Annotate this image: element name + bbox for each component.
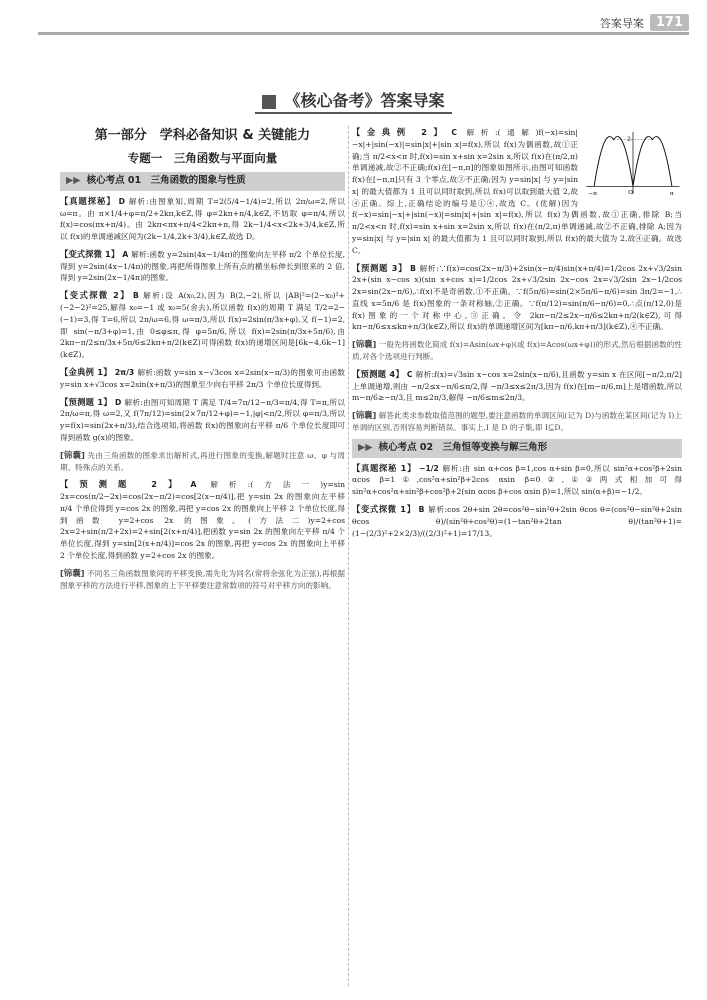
banner-rule	[255, 112, 452, 114]
block-text: 解析:∵f(x)=cos(2x−π/3)+2sin(x−π/4)sin(x+π/4)=1/2cos 2x+√3/2sin 2x+(sin x−cos x)(sin x+cos x)=1/2cos 2x+√3/2sin 2x−cos 2x=√3/2sin 2x−1/2cos 2x=sin(2x−π/6),∴f(x)不是奇函数,①不正确。∵f(5π/6)=sin(2×5π/6−π/6)=sin 3π/2=−1,∴直线 x=5π/6 是 f(x)图象的一条对称轴,②正确。∵f(π/12)=sin(π/6−π/6)=0,∴点(π/12,0)是 f(x)图象的一个对称中心,③正确。令 2kπ−π/2≤2x−π/6≤2kπ+π/2(k∈Z),可得 kπ−π/6≤x≤kπ+π/3(k∈Z),所以 f(x)的单调递增区间为[kπ−π/6,kπ+π/3](k∈Z),④不正确。	[352, 263, 682, 332]
block-text: 解析:由图可知周期 T 满足 T/4=7π/12−π/3=π/4,得 T=π,所以 2π/ω=π,得 ω=2,又 f(7π/12)=sin(2×7π/12+φ)=−1,|φ|<π/2,所以 φ=π/3,所以 y=f(x)=sin(2x+π/3),结合选项知,将函数 f(x)的图象向右平移 π/6 个单位长度即可得到函数 g(x)的图象。	[60, 397, 345, 442]
block-text: 不同名三角函数图象间的平移变换,需先化为同名(常将余弦化为正弦),再根据图象平移的方法进行平移,图象的上下平移要注意常数项的符号对平移方向的影响。	[60, 568, 345, 590]
block-label: 【预测题 2】	[60, 479, 188, 490]
topic-title: 专题一 三角函数与平面向量	[127, 151, 278, 166]
function-graph	[584, 128, 682, 198]
answer-block	[60, 289, 345, 361]
block-text: 解析:由图象知,周期 T=2(5/4−1/4)=2,所以 2π/ω=2,所以 ω=π。由 π×1/4+φ=π/2+2kπ,k∈Z,得 φ=2kπ+π/4,k∈Z,不妨取 φ=π/4,所以 f(x)=cos(πx+π/4)。由 2kπ<πx+π/4<2kπ+π,得 2k−1/4<x<2k+3/4,k∈Z,所以 f(x)的单调递减区间为(2k−1/4,2k+3/4),k∈Z,故选 D。	[60, 196, 345, 242]
block-label: 【真题探秘 1】	[352, 462, 417, 473]
left-column	[60, 126, 345, 986]
tip-block	[352, 338, 682, 363]
block-label: 【金典例 1】	[60, 366, 112, 377]
part-title: 第一部分 学科必备知识 & 关键能力	[94, 128, 311, 143]
answer-block	[352, 262, 682, 334]
answer-choice: B	[132, 291, 139, 301]
answer-choice: A	[122, 249, 129, 259]
block-text: 解析:(通解)f(−x)=sin|−x|+|sin(−x)|=sin|x|+|sin x|=f(x),所以 f(x)为偶函数,故①正确;当 π/2<x<π 时,f(x)=sin x+sin x=2sin x,所以 f(x)在(π/2,π)单调递减,故②不正确;f(x)在[−π,π]的图象如图所示,由图可知函数 f(x)在[−π,π]只有 3 个零点,故③不正确;因为 y=sin|x| 与 y=|sin x| 的最大值都为 1 且可以同时取到,所以 f(x)可以取到最大值 2,故④正确。综上,正确结论的编号是①④,故选 C。(优解)因为 f(−x)=sin|−x|+|sin(−x)|=sin|x|+|sin x|=f(x),所以 f(x)为偶函数,故①正确,排除 B;当 π/2<x<π 时,f(x)=sin x+sin x=2sin x,所以 f(x)在(π/2,π)单调递减,故②不正确,排除 A;因为 y=sin|x| 与 y=|sin x| 的最大值都为 1 且可以同时取到,所以 f(x)的最大值为 2,故④正确。故选 C。	[352, 128, 682, 255]
block-text: 一般先将函数化简成 f(x)=Asin(ωx+φ)(或 f(x)=Acos(ωx+φ))的形式,然后根据函数的性质,对各个选项进行判断。	[352, 340, 682, 362]
header-rule	[38, 32, 689, 35]
block-label: 【预测题 3】	[352, 262, 408, 273]
block-label: [锦囊]	[352, 410, 377, 421]
running-header	[600, 14, 689, 31]
answer-block	[60, 478, 345, 561]
origin-label: O	[628, 190, 633, 197]
x-pos-label: π	[669, 191, 674, 198]
key-point-1-title: 核心考点 01 三角函数的图象与性质	[86, 174, 246, 186]
block-text: 先由三角函数的图象求出解析式,再进行图象的变换,解题时注意 ω、φ 与周期、特殊点的关系。	[60, 450, 345, 472]
block-text: 解析:设 A(x₀,2),因为 B(2,−2),所以 |AB|²=(2−x₀)²+(−2−2)²=25,解得 x₀=−1 或 x₀=5(舍去),所以函数 f(x)的周期 T 满足 T/2=2−(−1)=3,得 T=6,所以 2π/ω=6,得 ω=π/3,所以 f(x)=2sin(π/3x+φ),又 f(−1)=2,即 sin(−π/3+φ)=1,由 0≤φ≤π,得 φ=5π/6,所以 f(x)=2sin(π/3x+5π/6),由 2kπ−π/2≤π/3x+5π/6≤2kπ+π/2(k∈Z)可得函数 f(x)的递增区间是[6k−4,6k−1](k∈Z)。	[60, 291, 345, 360]
page-number: 171	[650, 14, 689, 31]
block-text: 解答此类求参数取值范围的题型,要注意函数的单调区间(记为 D)与函数在某区间(记为 I)上单调的区别,否则容易判断错误。事实上,I 是 D 的子集,即 I⊆D。	[352, 411, 682, 433]
block-label: 【真题探秘】	[60, 195, 116, 206]
answer-choice: 2π/3	[114, 367, 135, 377]
answer-block	[60, 396, 345, 444]
arrow-icon: ▶▶	[66, 174, 81, 186]
block-label: 【预测题 1】	[60, 396, 112, 407]
block-label: 【变式探微 2】	[60, 290, 130, 301]
right-column	[352, 126, 682, 986]
answer-block	[60, 366, 345, 391]
arrow-icon: ▶▶	[358, 441, 373, 453]
x-neg-label: −π	[588, 191, 597, 198]
answer-block	[60, 195, 345, 243]
answer-block	[60, 248, 345, 284]
answer-choice: C	[406, 369, 413, 379]
answer-choice: −1/2	[419, 463, 439, 473]
block-text: 解析:函数 y=sin x−√3cos x=2sin(x−π/3)的图象可由函数 y=sin x+√3cos x=2sin(x+π/3)的图象至少向右平移 2π/3 个单位长度得到。	[60, 367, 345, 389]
answer-block	[352, 503, 682, 539]
block-text: 解析:cos 2θ+sin 2θ=cos²θ−sin²θ+2sin θcos θ=(cos²θ−sin²θ+2sin θcos θ)/(sin²θ+cos²θ)=(1−tan²θ+2tan θ)/(tan²θ+1)=(1−(2/3)²+2×2/3)/((2/3)²+1)=17/13。	[352, 504, 682, 538]
tip-block	[352, 409, 682, 434]
section-label: 答案导案	[599, 16, 644, 30]
answer-choice: C	[451, 128, 457, 137]
book-icon	[262, 95, 276, 109]
answer-block	[352, 462, 682, 498]
block-label: [锦囊]	[352, 339, 377, 350]
block-label: 【变式探微 1】	[60, 248, 120, 259]
key-point-2-title: 核心考点 02 三角恒等变换与解三角形	[378, 441, 548, 453]
answer-choice: A	[190, 480, 197, 490]
page-banner	[0, 88, 707, 111]
block-label: 【金典例 2】	[352, 127, 449, 137]
key-point-1-bar	[60, 172, 345, 191]
block-label: [锦囊]	[60, 567, 85, 578]
answer-block	[352, 368, 682, 404]
block-text: 解析:函数 y=2sin(4x−1/4π)的图象向左平移 π/2 个单位长度,得到 y=2sin(4x−1/4π)的图象,再把所得图象上所有点的横坐标伸长到原来的 2 倍,得到 y=2sin(2x−1/4π)的图象。	[60, 249, 345, 283]
block-text: 解析:f(x)=√3sin x−cos x=2sin(x−π/6),且函数 y=sin x 在区间[−π/2,π/2]上单调递增,则由 −π/2≤x−π/6≤π/2,得 −π/3≤x≤2π/3,因为 f(x)在[m−π/6,m]上是增函数,所以 m−π/6≥−π/3,且 m≤2π/3,解得 −π/6≤m≤2π/3。	[352, 369, 682, 403]
banner-title: 《核心备考》答案导案	[284, 91, 445, 110]
tip-block	[60, 449, 345, 474]
answer-choice: B	[418, 504, 425, 514]
answer-choice: D	[118, 196, 125, 206]
block-label: 【变式探微 1】	[352, 503, 416, 514]
block-label: [锦囊]	[60, 449, 85, 460]
answer-choice: B	[410, 263, 416, 273]
block-label: 【预测题 4】	[352, 368, 404, 379]
answer-choice: D	[114, 397, 122, 407]
key-point-2-bar	[352, 439, 682, 458]
block-text: 解析:由 sin α+cos β=1,cos α+sin β=0,所以 sin²α+cos²β+2sin αcos β=1①,cos²α+sin²β+2cos αsin β=0②,①②两式相加可得 sin²α+cos²α+sin²β+cos²β+2(sin αcos β+cos αsin β)=1,所以 sin(α+β)=−1/2。	[352, 463, 682, 497]
block-text: 解析:(方法一)y=sin 2x=cos(π/2−2x)=cos(2x−π/2)=cos[2(x−π/4)],把 y=sin 2x 的图象向左平移 π/4 个单位得到 y=cos 2x 的图象,再把 y=cos 2x 的图象向上平移 2 个单位长度,得到函数 y=2+cos 2x 的图象。(方法二)y=2+cos 2x=2+sin(π/2+2x)=2+sin[2(x+π/4)],把函数 y=sin 2x 的图象向左平移 π/4 个单位长度,得到 y=sin[2(x+π/4)]=cos 2x 的图象,再把 y=cos 2x 的图象向上平移 2 个单位长度,得到函数 y=2+cos 2x 的图象。	[60, 480, 345, 560]
y-max-label: 2	[627, 136, 631, 143]
column-divider	[348, 126, 349, 986]
tip-block	[60, 567, 345, 592]
